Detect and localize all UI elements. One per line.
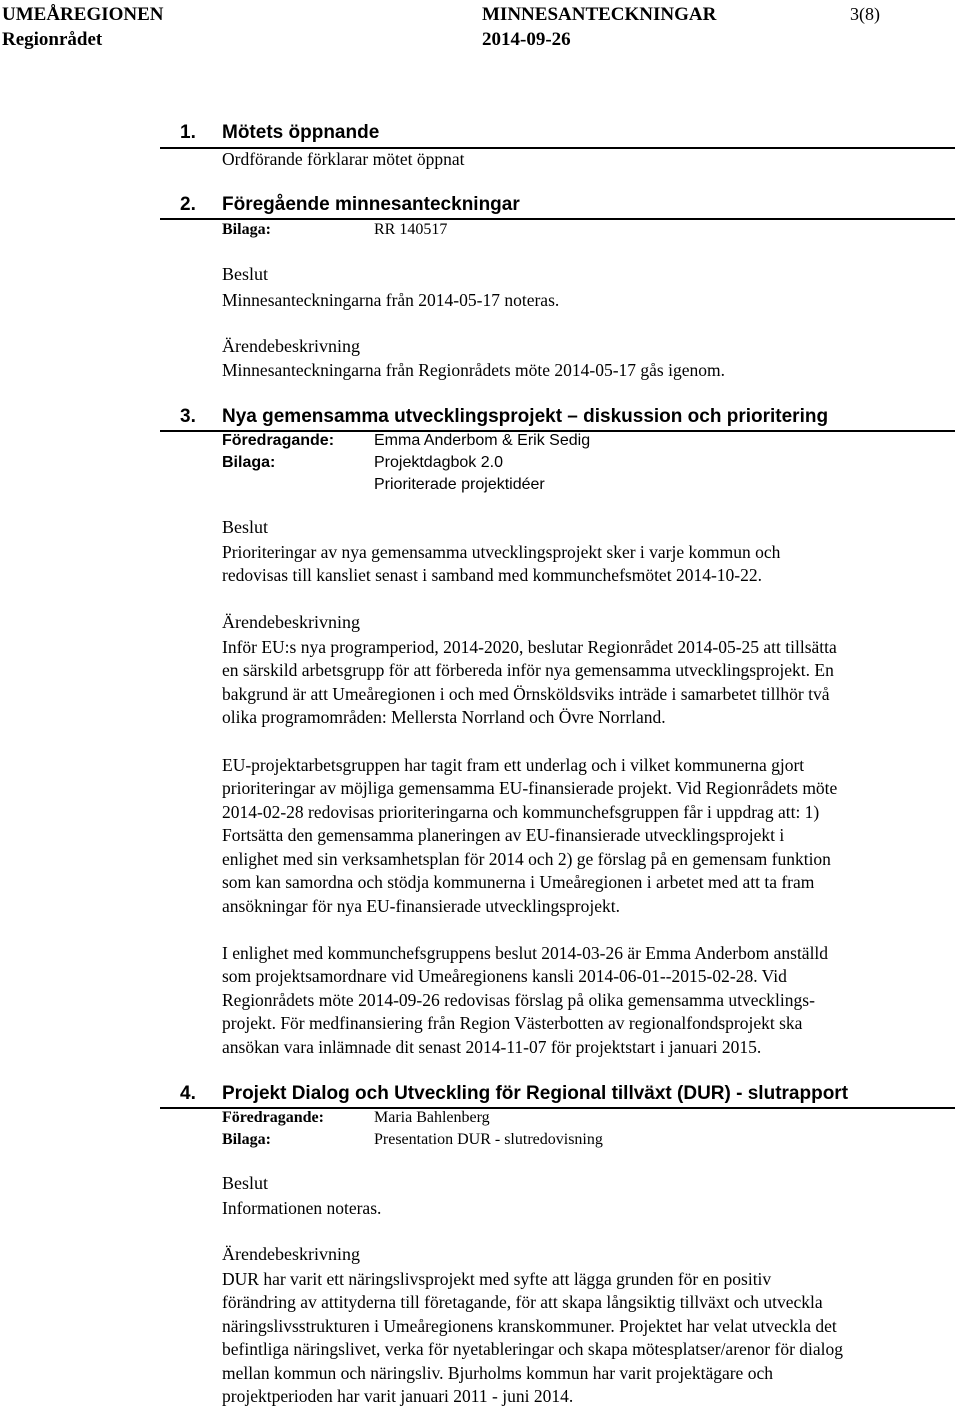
page-number: 3(8) [850,4,880,24]
paragraph-line: som kan samordna och stödja kommunerna i Umeåregionen i arbetet med att ta fram [222,872,815,892]
beslut-heading: Beslut [222,517,269,537]
beslut-text: Informationen noteras. [222,1198,382,1218]
paragraph-line: projektperioden har varit januari 2011 - juni 2014. [222,1386,574,1406]
paragraph-line: ansökan vara inlämnade dit senast 2014-11-07 för projektstart i januari 2015. [222,1037,762,1057]
beslut-heading: Beslut [222,1173,269,1193]
bilaga-value: Prioriterade projektidéer [374,476,545,493]
foredragande-label: Föredragande: [222,432,335,449]
bilaga-label: Bilaga: [222,454,276,471]
section-title: Mötets öppnande [222,122,380,143]
paragraph-line: en särskild arbetsgrupp för att förbereda inför nya gemensamma utvecklingsprojekt. En [222,660,834,680]
paragraph-line: prioriteringar av möjliga gemensamma EU-finansierade projekt. Vid Regionrådets möte [222,778,838,798]
section-number: 2. [180,194,196,215]
paragraph-line: mellan kommun och näringsliv. Bjurholms kommun har varit projektägare och [222,1363,773,1383]
header-date: 2014-09-26 [482,29,571,50]
section-title: Föregående minnesanteckningar [222,194,520,215]
paragraph-line: 2014-02-28 redovisas prioriteringarna och kommunchefsgruppen får i uppdrag att: 1) [222,802,820,822]
beslut-line: redovisas till kansliet senast i samband med kommunchefsmötet 2014-10-22. [222,565,762,585]
paragraph-line: enlighet med sin verksamhetsplan för 2014 och 2) ge förslag på en gemensam funktion [222,849,831,869]
foredragande-label: Föredragande: [222,1109,324,1126]
paragraph-line: olika programområden: Mellersta Norrland och Övre Norrland. [222,707,666,727]
section-number: 1. [180,122,196,143]
bilaga-value: RR 140517 [374,221,448,238]
arende-heading: Ärendebeskrivning [222,1244,360,1264]
header-unit: Regionrådet [2,29,103,50]
paragraph-line: projekt. För medfinansiering från Region Västerbotten av regionalfondsprojekt ska [222,1013,803,1033]
paragraph-line: ansökningar för nya EU-finansierade utvecklingsprojekt. [222,896,620,916]
section-number: 4. [180,1083,196,1104]
paragraph-line: bakgrund är att Umeåregionen i och med Örnsköldsviks inträde i samarbetet tillhör två [222,684,830,704]
section-divider [160,218,955,220]
section-number: 3. [180,406,196,427]
arende-heading: Ärendebeskrivning [222,612,360,632]
foredragande-value: Maria Bahlenberg [374,1109,490,1126]
paragraph-line: Regionrådets möte 2014-09-26 redovisas förslag på olika gemensamma utvecklings- [222,990,815,1010]
paragraph-line: befintliga näringslivet, verka för nyetableringar och skapa mötesplatser/arenor för dialog [222,1339,844,1359]
paragraph-line: EU-projektarbetsgruppen har tagit fram ett underlag och i vilket kommunerna gjort [222,755,805,775]
bilaga-value: Presentation DUR - slutredovisning [374,1131,603,1148]
header-doc-type: MINNESANTECKNINGAR [482,4,717,25]
bilaga-label: Bilaga: [222,1131,271,1148]
paragraph-line: Inför EU:s nya programperiod, 2014-2020, beslutar Regionrådet 2014-05-25 att tillsätta [222,637,837,657]
beslut-line: Prioriteringar av nya gemensamma utvecklingsprojekt sker i varje kommun och [222,542,781,562]
header-org: UMEÅREGIONEN [2,4,164,25]
section-text: Ordförande förklarar mötet öppnat [222,149,465,169]
arende-heading: Ärendebeskrivning [222,336,360,356]
beslut-heading: Beslut [222,264,269,284]
paragraph-line: näringslivsstrukturen i Umeåregionens kranskommuner. Projektet har velat utveckla det [222,1316,837,1336]
beslut-text: Minnesanteckningarna från 2014-05-17 noteras. [222,290,560,310]
paragraph-line: förändring av attityderna till företagande, för att skapa långsiktig tillväxt och utveckla [222,1292,823,1312]
section-title: Projekt Dialog och Utveckling för Regional tillväxt (DUR) - slutrapport [222,1083,849,1104]
arende-text: Minnesanteckningarna från Regionrådets möte 2014-05-17 gås igenom. [222,360,725,380]
paragraph-line: DUR har varit ett näringslivsprojekt med syfte att lägga grunden för en positiv [222,1269,772,1289]
foredragande-value: Emma Anderbom & Erik Sedig [374,432,591,449]
bilaga-value: Projektdagbok 2.0 [374,454,503,471]
paragraph-line: som projektsamordnare vid Umeåregionens kansli 2014-06-01--2015-02-28. Vid [222,966,787,986]
paragraph-line: Fortsätta den gemensamma planeringen av EU-finansierade utvecklingsprojekt i [222,825,785,845]
section-title: Nya gemensamma utvecklingsprojekt – diskussion och prioritering [222,406,829,427]
paragraph-line: I enlighet med kommunchefsgruppens beslut 2014-03-26 är Emma Anderbom anställd [222,943,829,963]
bilaga-label: Bilaga: [222,221,271,238]
